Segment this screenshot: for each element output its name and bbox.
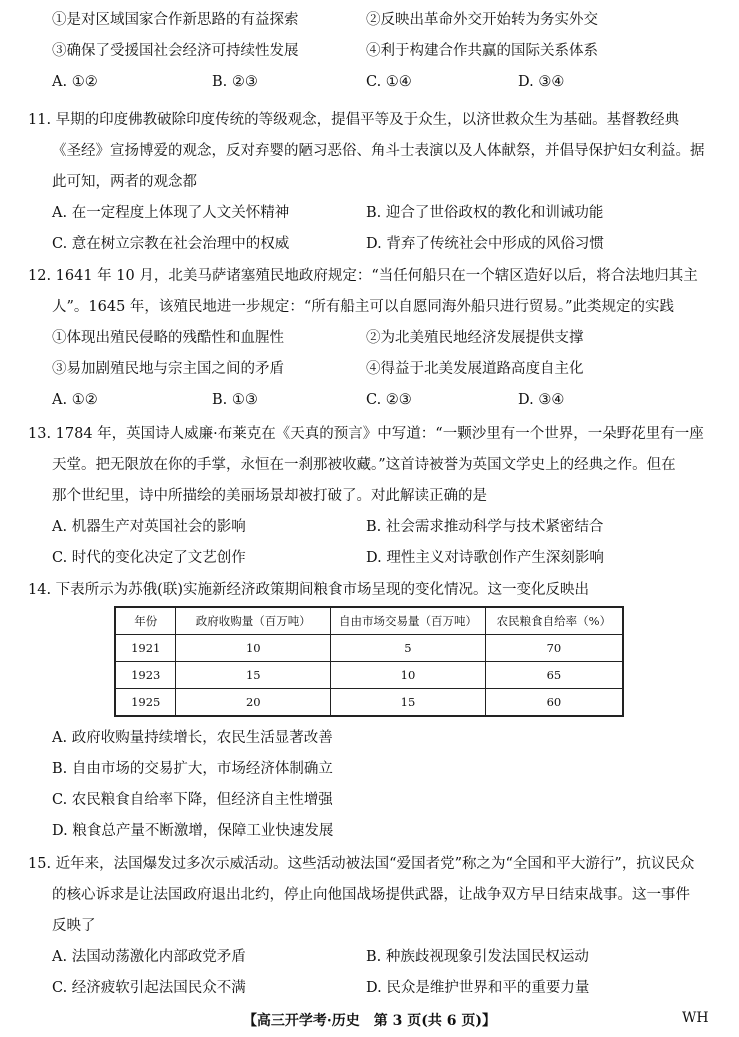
page-footer: 【高三开学考·历史 第 3 页(共 6 页)】 [242, 1013, 497, 1029]
q13-option-a: A. 机器生产对英国社会的影响 [52, 519, 246, 535]
table-cell: 15 [331, 689, 486, 717]
q11-stem-line-2: 《圣经》宣扬博爱的观念，反对弃婴的陋习恶俗、角斗士表演以及人体献祭，并倡导保护妇女利益。据 [52, 143, 705, 159]
q12-option-a: A. ①② [52, 392, 98, 408]
table-cell: 65 [485, 662, 623, 689]
q12-item-1: ①体现出殖民侵略的残酷性和血腥性 [52, 330, 284, 346]
table-cell: 1923 [115, 662, 176, 689]
table-row [115, 689, 623, 717]
q11-stem-line-3: 此可知，两者的观念都 [52, 174, 197, 190]
q12-stem-line-1: 12. 1641 年 10 月，北美马萨诸塞殖民地政府规定：“当任何船只在一个辖区造好以后，将合法地归其主 [28, 268, 698, 284]
q10-item-3: ③确保了受援国社会经济可持续性发展 [52, 43, 299, 59]
q12-option-b: B. ①③ [212, 392, 258, 408]
q11-option-d: D. 背弃了传统社会中形成的风俗习惯 [366, 236, 604, 252]
q15-option-a: A. 法国动荡激化内部政党矛盾 [52, 949, 246, 965]
table-cell: 15 [176, 662, 331, 689]
grain-market-table [114, 606, 624, 717]
q10-item-1: ①是对区域国家合作新思路的有益探索 [52, 12, 299, 28]
q10-option-c: C. ①④ [366, 74, 412, 90]
q13-option-b: B. 社会需求推动科学与技术紧密结合 [366, 519, 604, 535]
table-cell: 60 [485, 689, 623, 717]
q14-option-c: C. 农民粮食自给率下降，但经济自主性增强 [52, 792, 333, 808]
table-cell: 20 [176, 689, 331, 717]
q11-option-c: C. 意在树立宗教在社会治理中的权威 [52, 236, 290, 252]
q15-stem-line-1: 15. 近年来，法国爆发过多次示威活动。这些活动被法国“爱国者党”称之为“全国和平大游行”，抗议民众 [28, 856, 695, 872]
q15-stem-line-3: 反映了 [52, 918, 96, 934]
q11-option-b: B. 迎合了世俗政权的教化和训诫功能 [366, 205, 604, 221]
q12-option-d: D. ③④ [518, 392, 565, 408]
q13-stem-line-1: 13. 1784 年，英国诗人威廉·布莱克在《天真的预言》中写道：“一颗沙里有一个世界，一朵野花里有一座 [28, 426, 704, 442]
q13-option-c: C. 时代的变化决定了文艺创作 [52, 550, 246, 566]
q10-option-d: D. ③④ [518, 74, 565, 90]
q12-item-3: ③易加剧殖民地与宗主国之间的矛盾 [52, 361, 284, 377]
table-row [115, 635, 623, 662]
q15-stem-line-2: 的核心诉求是让法国政府退出北约，停止向他国战场提供武器，让战争双方早日结束战事。这一事件 [52, 887, 690, 903]
q11-option-a: A. 在一定程度上体现了人文关怀精神 [52, 205, 290, 221]
table-header-row [115, 607, 623, 635]
q13-option-d: D. 理性主义对诗歌创作产生深刻影响 [366, 550, 604, 566]
table-cell: 1925 [115, 689, 176, 717]
page-code: WH [682, 1010, 709, 1026]
table-cell: 5 [331, 635, 486, 662]
table-cell: 10 [331, 662, 486, 689]
q12-stem-line-2: 人”。1645 年，该殖民地进一步规定：“所有船主可以自愿同海外船只进行贸易。”此类规定的实践 [52, 299, 674, 315]
q10-item-2: ②反映出革命外交开始转为务实外交 [366, 12, 598, 28]
q10-option-a: A. ①② [52, 74, 98, 90]
table-header-free-market: 自由市场交易量（百万吨） [331, 607, 486, 635]
q10-item-4: ④利于构建合作共赢的国际关系体系 [366, 43, 598, 59]
q15-option-c: C. 经济疲软引起法国民众不满 [52, 980, 246, 996]
table-header-year: 年份 [115, 607, 176, 635]
q14-option-d: D. 粮食总产量不断激增，保障工业快速发展 [52, 823, 334, 839]
table-cell: 1921 [115, 635, 176, 662]
q15-option-b: B. 种族歧视现象引发法国民权运动 [366, 949, 589, 965]
q10-option-b: B. ②③ [212, 74, 258, 90]
q13-stem-line-3: 那个世纪里，诗中所描绘的美丽场景却被打破了。对此解读正确的是 [52, 488, 487, 504]
q14-stem-line-1: 14. 下表所示为苏俄(联)实施新经济政策期间粮食市场呈现的变化情况。这一变化反映出 [28, 582, 589, 598]
q14-option-b: B. 自由市场的交易扩大，市场经济体制确立 [52, 761, 333, 777]
q14-option-a: A. 政府收购量持续增长，农民生活显著改善 [52, 730, 333, 746]
q11-stem-line-1: 11. 早期的印度佛教破除印度传统的等级观念，提倡平等及于众生，以济世救众生为基础。基督教经典 [28, 112, 680, 128]
table-cell: 70 [485, 635, 623, 662]
q15-option-d: D. 民众是维护世界和平的重要力量 [366, 980, 590, 996]
q13-stem-line-2: 天堂。把无限放在你的手掌，永恒在一刹那被收藏。”这首诗被誉为英国文学史上的经典之作。但在 [52, 457, 676, 473]
q12-item-2: ②为北美殖民地经济发展提供支撑 [366, 330, 584, 346]
q12-option-c: C. ②③ [366, 392, 412, 408]
table-cell: 10 [176, 635, 331, 662]
table-header-gov-purchase: 政府收购量（百万吨） [176, 607, 331, 635]
table-row [115, 662, 623, 689]
q12-item-4: ④得益于北美发展道路高度自主化 [366, 361, 584, 377]
table-header-self-sufficiency: 农民粮食自给率（%） [485, 607, 623, 635]
